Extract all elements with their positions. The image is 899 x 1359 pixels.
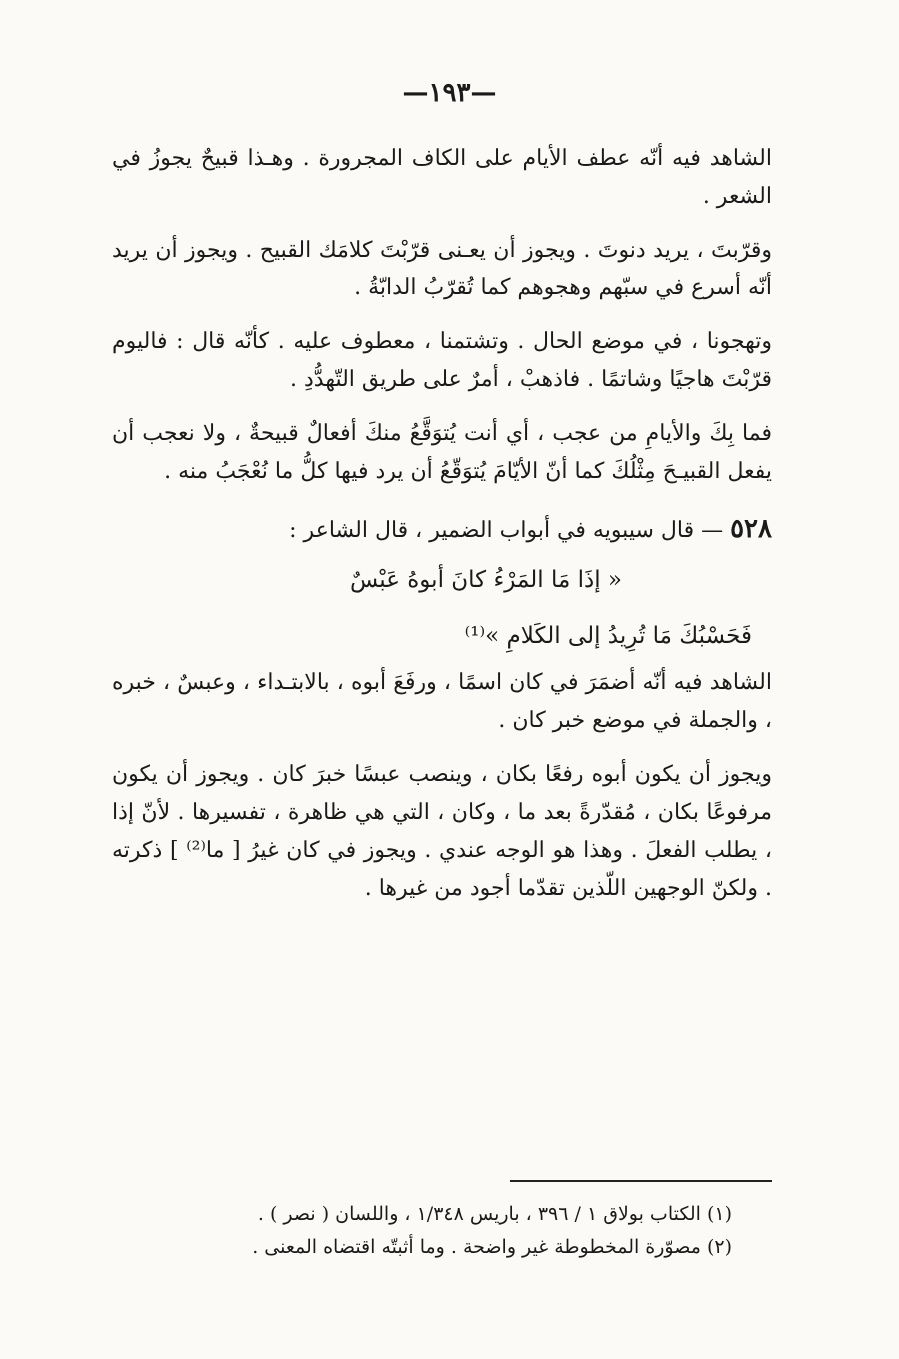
section-number: ٥٢٨: [730, 513, 772, 544]
page-number: —١٩٣—: [402, 78, 497, 108]
verse-line-1: « إذَا مَا المَرْءُ كانَ أبوهُ عَبْسٌ: [349, 567, 622, 594]
paragraph: ويجوز أن يكون أبوه رفعًا بكان ، وينصب عبسًا خبرَ كان . ويجوز أن يكون مرفوعًا بكان ، مُقدّرةً بعد ما ، وكان ، التي هي ظاهرة ، تفسيرها . لأنّ إذا ، يطلب الفعلَ . وهذا هو الوجه عندي . ويجوز في كان غيرُ [ ما⁽²⁾ ] ذكرته . ولكنّ الوجهين اللّذين تقدّما أجود من غيرها .: [112, 762, 772, 901]
section-intro: — قال سيبويه في أبواب الضمير ، قال الشاعر :: [289, 517, 724, 543]
footnote-divider: [510, 1180, 772, 1182]
main-text: [112, 140, 772, 923]
paragraph: الشاهد فيه أنّه أضمَرَ في كان اسمًا ، ورفَعَ أبوه ، بالابتـداء ، وعبسٌ ، خبره ، والجملة في موضع خبر كان .: [112, 670, 772, 734]
footnote: (٢) مصوّرة المخطوطة غير واضحة . وما أثبتّه اقتضاه المعنى .: [252, 1236, 732, 1259]
paragraph: وتهجونا ، في موضع الحال . وتشتمنا ، معطوف عليه . كأنّه قال : فاليوم قرّبْتَ هاجيًا وشاتمًا . فاذهبْ ، أمرٌ على طريق التّهدُّدِ .: [112, 329, 772, 393]
verse-line-2: فَحَسْبُكَ مَا تُرِيدُ إلى الكَلامِ »⁽¹⁾: [464, 622, 752, 649]
paragraph: وقرّبتَ ، يريد دنوتَ . ويجوز أن يعـنى قرّبْتَ كلامَك القبيح . ويجوز أن يريد أنّه أسرع في سبّهم وهجوهم كما تُقرّبُ الدابّةُ .: [112, 237, 773, 301]
paragraph: فما بِكَ والأيامِ من عجب ، أي أنت يُتوَقَّعُ منكَ أفعالٌ قبيحةٌ ، ولا نعجب أن يفعل القبيـحَ مِثْلُكَ كما أنّ الأيّامَ يُتوَقّعُ أن يرد فيها كلُّ ما نُعْجَبُ منه .: [112, 420, 772, 484]
section-heading: [112, 507, 772, 552]
paragraph: الشاهد فيه أنّه عطف الأيام على الكاف المجرورة . وهـذا قبيحٌ يجوزُ في الشعر .: [112, 146, 772, 209]
footnotes: [112, 1198, 732, 1265]
footnote: (١) الكتاب بولاق ١ / ٣٩٦ ، باريس ١/٣٤٨ ، واللسان ( نصر ) .: [257, 1203, 732, 1225]
